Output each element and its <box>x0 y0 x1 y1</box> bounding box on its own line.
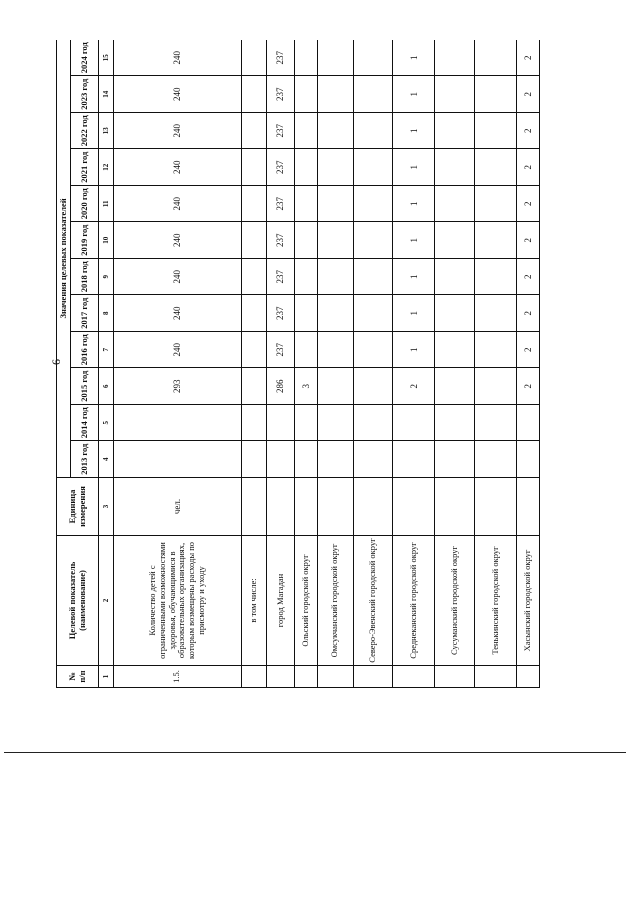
value-cell <box>295 40 318 76</box>
value-cell <box>318 259 354 296</box>
column-number: 4 <box>99 441 114 478</box>
value-cell <box>475 149 517 186</box>
unit-cell <box>393 478 435 536</box>
value-cell: 237 <box>266 76 294 113</box>
district-name: Северо-Эвенский городской округ <box>353 536 393 666</box>
value-cell <box>241 405 266 442</box>
district-name: Ольский городской округ <box>295 536 318 666</box>
value-cell <box>435 441 475 478</box>
value-cell <box>318 332 354 369</box>
column-number: 13 <box>99 113 114 150</box>
value-cell <box>435 149 475 186</box>
value-cell: 237 <box>266 295 294 332</box>
value-cell <box>318 149 354 186</box>
value-cell <box>241 40 266 76</box>
unit-cell <box>295 478 318 536</box>
value-cell <box>475 222 517 259</box>
value-cell <box>475 113 517 150</box>
value-cell: 2 <box>516 76 539 113</box>
value-cell: 2 <box>516 40 539 76</box>
value-cell <box>241 478 266 536</box>
indicators-table-rotated <box>56 40 540 688</box>
table-row-district <box>353 40 393 688</box>
unit-cell <box>266 478 294 536</box>
value-cell <box>318 368 354 405</box>
value-cell: 1 <box>393 76 435 113</box>
value-cell <box>241 149 266 186</box>
value-cell <box>295 222 318 259</box>
page-divider-line <box>4 752 626 753</box>
unit-cell <box>318 478 354 536</box>
value-cell: 237 <box>266 222 294 259</box>
value-cell: 2 <box>516 113 539 150</box>
value-cell: 240 <box>114 222 242 259</box>
value-cell <box>295 405 318 442</box>
header-values-group: Значения целевых показателей <box>57 40 71 478</box>
header-year: 2023 год <box>71 76 99 113</box>
value-cell <box>475 259 517 296</box>
value-cell: 237 <box>266 149 294 186</box>
table-row-district <box>435 40 475 688</box>
value-cell <box>114 441 242 478</box>
value-cell: 237 <box>266 259 294 296</box>
value-cell <box>318 76 354 113</box>
value-cell <box>266 405 294 442</box>
value-cell <box>435 186 475 223</box>
table-row-district <box>516 40 539 688</box>
row-number <box>516 666 539 688</box>
value-cell <box>295 295 318 332</box>
header-year: 2024 год <box>71 40 99 76</box>
table-row-district <box>393 40 435 688</box>
value-cell <box>435 259 475 296</box>
value-cell: 286 <box>266 368 294 405</box>
table-row-district <box>318 40 354 688</box>
value-cell <box>353 441 393 478</box>
row-number <box>241 666 266 688</box>
header-year: 2017 год <box>71 295 99 332</box>
value-cell <box>475 332 517 369</box>
district-name: Омсукчанский городской округ <box>318 536 354 666</box>
value-cell <box>435 295 475 332</box>
value-cell <box>353 76 393 113</box>
district-name: Хасынский городской округ <box>516 536 539 666</box>
value-cell <box>295 113 318 150</box>
indicators-table <box>56 40 540 688</box>
value-cell <box>295 441 318 478</box>
value-cell <box>435 113 475 150</box>
value-cell <box>241 295 266 332</box>
table-row-district <box>266 40 294 688</box>
value-cell <box>435 332 475 369</box>
row-number <box>318 666 354 688</box>
value-cell: 1 <box>393 186 435 223</box>
value-cell <box>295 76 318 113</box>
value-cell <box>295 259 318 296</box>
district-name: Тенькинский городской округ <box>475 536 517 666</box>
value-cell: 1 <box>393 295 435 332</box>
value-cell: 237 <box>266 332 294 369</box>
value-cell: 237 <box>266 40 294 76</box>
row-number <box>266 666 294 688</box>
row-number <box>435 666 475 688</box>
value-cell <box>318 113 354 150</box>
column-number: 3 <box>99 478 114 536</box>
column-number: 1 <box>99 666 114 688</box>
value-cell <box>318 222 354 259</box>
value-cell: 1 <box>393 332 435 369</box>
value-cell <box>353 40 393 76</box>
value-cell <box>353 295 393 332</box>
value-cell: 3 <box>295 368 318 405</box>
value-cell <box>475 76 517 113</box>
row-number <box>353 666 393 688</box>
value-cell: 240 <box>114 186 242 223</box>
value-cell: 2 <box>516 149 539 186</box>
value-cell: 237 <box>266 113 294 150</box>
page-number: 6 <box>49 359 63 365</box>
value-cell <box>241 186 266 223</box>
district-name: Среднеканский городской округ <box>393 536 435 666</box>
value-cell <box>241 332 266 369</box>
value-cell: 2 <box>516 259 539 296</box>
column-number: 6 <box>99 368 114 405</box>
value-cell <box>516 405 539 442</box>
column-number: 2 <box>99 536 114 666</box>
table-row-including <box>241 40 266 688</box>
value-cell <box>318 405 354 442</box>
value-cell: 1 <box>393 113 435 150</box>
value-cell: 2 <box>393 368 435 405</box>
unit-cell <box>516 478 539 536</box>
table-row-main <box>114 40 242 688</box>
value-cell <box>435 40 475 76</box>
value-cell <box>241 259 266 296</box>
header-num: № п/п <box>57 666 99 688</box>
value-cell <box>241 76 266 113</box>
value-cell <box>475 405 517 442</box>
header-year: 2014 год <box>71 405 99 442</box>
row-number <box>295 666 318 688</box>
value-cell <box>353 332 393 369</box>
value-cell: 240 <box>114 259 242 296</box>
row-number <box>393 666 435 688</box>
value-cell <box>295 332 318 369</box>
value-cell <box>241 113 266 150</box>
indicator-name: Количество детей с ограниченными возможностями здоровья, обучающимися в образовательных организациях, которым возмещены расходы по присмотру и уходу <box>114 536 242 666</box>
value-cell <box>435 76 475 113</box>
value-cell <box>353 405 393 442</box>
value-cell: 2 <box>516 222 539 259</box>
header-year: 2022 год <box>71 113 99 150</box>
value-cell: 2 <box>516 332 539 369</box>
value-cell <box>475 40 517 76</box>
header-indicator: Целевой показатель (наименование) <box>57 536 99 666</box>
value-cell <box>475 368 517 405</box>
value-cell <box>393 405 435 442</box>
value-cell <box>241 441 266 478</box>
column-number: 15 <box>99 40 114 76</box>
column-number: 14 <box>99 76 114 113</box>
value-cell <box>435 405 475 442</box>
column-number: 10 <box>99 222 114 259</box>
value-cell <box>353 113 393 150</box>
value-cell: 1 <box>393 149 435 186</box>
value-cell <box>393 441 435 478</box>
value-cell <box>241 368 266 405</box>
unit-cell <box>435 478 475 536</box>
value-cell <box>353 222 393 259</box>
header-year: 2019 год <box>71 222 99 259</box>
value-cell <box>295 149 318 186</box>
unit-cell <box>353 478 393 536</box>
district-name: город Магадан <box>266 536 294 666</box>
value-cell <box>318 295 354 332</box>
value-cell <box>353 149 393 186</box>
including-label: в том числе: <box>241 536 266 666</box>
value-cell <box>318 40 354 76</box>
value-cell <box>353 259 393 296</box>
value-cell: 237 <box>266 186 294 223</box>
value-cell <box>353 368 393 405</box>
column-number: 8 <box>99 295 114 332</box>
value-cell <box>475 441 517 478</box>
value-cell <box>318 186 354 223</box>
row-number <box>475 666 517 688</box>
value-cell: 240 <box>114 332 242 369</box>
column-number: 9 <box>99 259 114 296</box>
header-year: 2016 год <box>71 332 99 369</box>
value-cell <box>435 222 475 259</box>
value-cell <box>435 368 475 405</box>
header-year: 2021 год <box>71 149 99 186</box>
unit-cell <box>475 478 517 536</box>
value-cell: 240 <box>114 40 242 76</box>
column-number: 5 <box>99 405 114 442</box>
value-cell <box>475 295 517 332</box>
value-cell: 1 <box>393 259 435 296</box>
table-row-district <box>475 40 517 688</box>
value-cell: 240 <box>114 113 242 150</box>
value-cell: 1 <box>393 222 435 259</box>
header-year: 2013 год <box>71 441 99 478</box>
value-cell: 1 <box>393 40 435 76</box>
value-cell <box>266 441 294 478</box>
value-cell <box>516 441 539 478</box>
value-cell <box>241 222 266 259</box>
unit-cell: чел. <box>114 478 242 536</box>
column-number: 7 <box>99 332 114 369</box>
header-year: 2020 год <box>71 186 99 223</box>
header-year: 2018 год <box>71 259 99 296</box>
value-cell: 240 <box>114 295 242 332</box>
row-number: 1.5. <box>114 666 242 688</box>
indicators-table-region <box>56 40 540 688</box>
value-cell <box>475 186 517 223</box>
district-name: Сусуманский городской округ <box>435 536 475 666</box>
table-row-district <box>295 40 318 688</box>
value-cell: 240 <box>114 76 242 113</box>
value-cell <box>295 186 318 223</box>
value-cell: 293 <box>114 368 242 405</box>
column-number: 11 <box>99 186 114 223</box>
header-year: 2015 год <box>71 368 99 405</box>
value-cell: 2 <box>516 295 539 332</box>
column-number: 12 <box>99 149 114 186</box>
value-cell: 240 <box>114 149 242 186</box>
value-cell <box>353 186 393 223</box>
value-cell: 2 <box>516 186 539 223</box>
value-cell: 2 <box>516 368 539 405</box>
value-cell <box>114 405 242 442</box>
header-unit: Единица измерения <box>57 478 99 536</box>
value-cell <box>318 441 354 478</box>
